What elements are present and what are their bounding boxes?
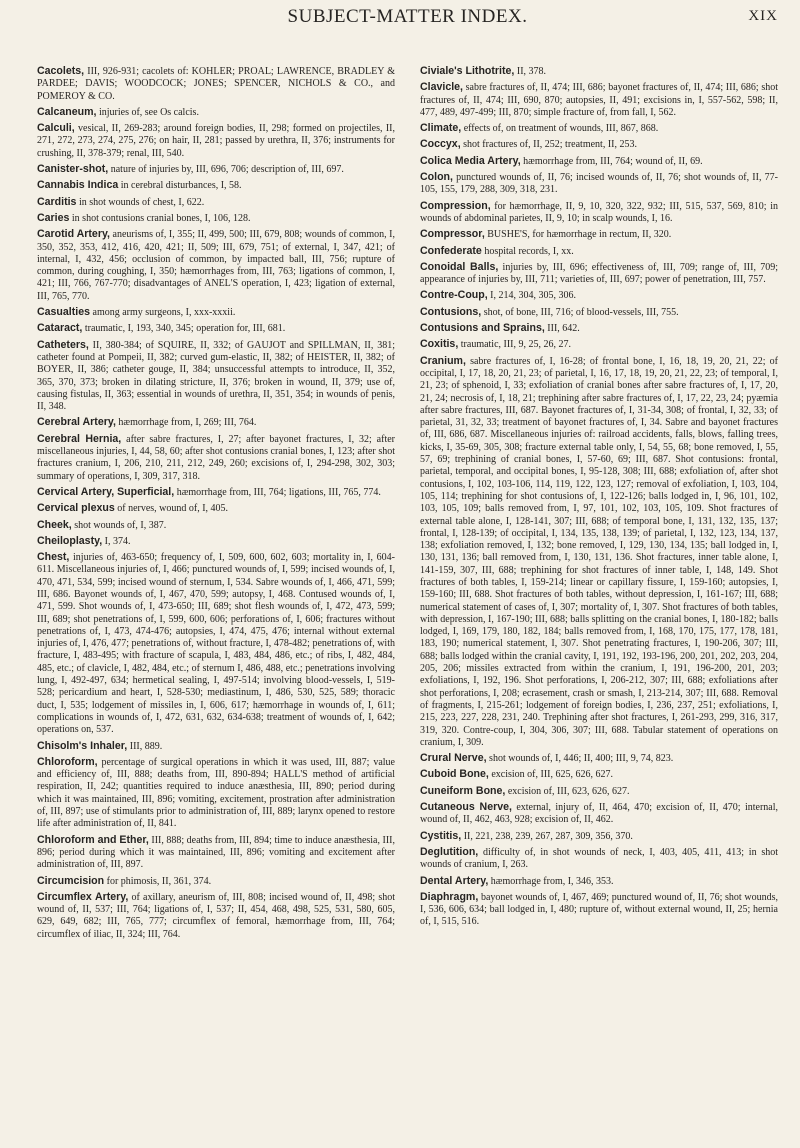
entry-text: II, 378.: [514, 66, 547, 77]
entry-text: of axillary, aneurism of, III, 808; incised wound of, II, 498; shot wound of, II, 537; III, 764; ligations of, I, 537; II, 454, 468, 498, 525, 531, 580, 605, 629, 649, 682; III, 765, 777; circumflex of femoral, hæmorrhage from, III, 764; circumflex of iliac, II, 324; III, 764.: [37, 891, 395, 940]
index-entry: [420, 846, 778, 872]
entry-text: percentage of surgical operations in which it was used, III, 887; value and efficiency of, III, 888; deaths from, III, 890-894; HALL'S method of artificial respiration, II, 242; quantities required to induce anæsthesia, III, 890; period during which it was maintained, III, 896; vomiting, excitement, prostration after administration of, III, 897; use of stimulants prior to administration of, III, 889; larynx opened to restore life after administration of, II, 841.: [37, 756, 395, 830]
index-entry: [37, 212, 395, 225]
entry-text: II, 380-384; of SQUIRE, II, 332; of GAUJOT and SPILLMAN, II, 381; catheter found at Pompeii, II, 382; curved gum-elastic, II, 382; of HEISTER, II, 382; of BOYER, II, 386; catheter gouge, II, 384; unsuccessful attempts to introduce, II, 352, 365, 370, 373; broken in dilating stricture, II, 376; broken in wound, II, 379; use of, causing fistulas, II, 363; essential in wounds of urethra, II, 351, 354; in wounds of penis, II, 348.: [37, 339, 395, 413]
entry-text: hospital records, I, xx.: [481, 245, 574, 257]
index-entry: [420, 768, 778, 781]
entry-heading: Deglutition,: [420, 845, 479, 858]
entry-heading: Colica Media Artery,: [420, 154, 521, 167]
entry-text: injuries of, see Os calcis.: [96, 106, 199, 118]
entry-heading: Circumcision: [37, 874, 105, 887]
entry-text: external, injury of, II, 464, 470; excision of, II, 470; internal, wound of, II, 462, 463, 928; excision of, II, 462.: [420, 802, 778, 826]
index-entry: [420, 338, 778, 351]
entry-text: II, 221, 238, 239, 267, 287, 309, 356, 370.: [461, 830, 633, 842]
entry-heading: Cerebral Hernia,: [37, 432, 122, 445]
entry-heading: Crural Nerve,: [420, 752, 487, 765]
entry-heading: Chest,: [37, 551, 70, 564]
entry-text: effects of, on treatment of wounds, III, 867, 868.: [461, 123, 659, 135]
entry-heading: Catheters,: [37, 338, 89, 351]
entry-text: shot fractures of, II, 252; treatment, II, 253.: [460, 139, 637, 151]
index-entry: [37, 486, 395, 499]
entry-text: nature of injuries by, III, 696, 706; description of, III, 697.: [108, 164, 344, 176]
index-entry: [37, 306, 395, 319]
index-entry: [37, 875, 395, 888]
index-entry: [37, 433, 395, 483]
entry-text: sabre fractures of, II, 474; III, 686; bayonet fractures of, II, 474; III, 686; shot fractures of, II, 474; III, 690, 870; autopsies, II, 491; excisions in, I, 557-562, 598; II, 477, 489, 497-499; III, 870; simple fracture of, from fall, I, 562.: [420, 82, 778, 118]
index-entry: [420, 801, 778, 827]
entry-heading: Chisolm's Inhaler,: [37, 739, 128, 752]
index-entry: [420, 752, 778, 765]
entry-text: among army surgeons, I, xxx-xxxii.: [90, 307, 236, 319]
entry-heading: Cacolets,: [37, 65, 85, 77]
entry-text: shot, of bone, III, 716; of blood-vessels, III, 755.: [481, 306, 679, 318]
entry-text: hæmorrhage from, III, 764; wound of, II, 69.: [520, 155, 703, 167]
entry-text: for phimosis, II, 361, 374.: [104, 875, 212, 887]
entry-heading: Chloroform and Ether,: [37, 833, 149, 846]
entry-heading: Compressor,: [420, 228, 485, 241]
entry-heading: Cataract,: [37, 322, 83, 335]
entry-heading: Coccyx,: [420, 138, 461, 151]
index-entry: [420, 355, 778, 750]
entry-text: III, 926-931; cacolets of: KOHLER; PROAL; LAWRENCE, BRADLEY & PARDEE; DAVIS; WOODCOCK; JONES; SPENCER, NICHOLS & CO., and POMEROY & CO.: [37, 66, 395, 102]
entry-heading: Dental Artery,: [420, 874, 489, 887]
index-entry: [420, 245, 778, 258]
index-entry: [420, 155, 778, 168]
entry-heading: Cystitis,: [420, 829, 462, 842]
entry-heading: Circumflex Artery,: [37, 890, 129, 903]
entry-heading: Chloroform,: [37, 755, 98, 768]
entry-heading: Contre-Coup,: [420, 289, 488, 302]
entry-heading: Cervical plexus: [37, 502, 115, 515]
entry-heading: Cutaneous Nerve,: [420, 801, 512, 814]
entry-text: III, 888; deaths from, III, 894; time to induce anæsthesia, III, 896; period during which it was maintained, III, 896; vomiting and excitement after administration of, III, 897.: [37, 834, 395, 871]
index-entry: [37, 179, 395, 192]
entry-heading: Cranium,: [420, 354, 466, 367]
entry-text: excision of, III, 623, 626, 627.: [505, 785, 630, 797]
index-entry: [420, 785, 778, 798]
index-entry: [420, 289, 778, 302]
entry-heading: Caries: [37, 211, 70, 224]
entry-heading: Contusions,: [420, 305, 482, 318]
entry-text: traumatic, I, 193, 340, 345; operation for, III, 681.: [82, 323, 286, 335]
index-entry: [420, 306, 778, 319]
entry-heading: Cuneiform Bone,: [420, 784, 506, 797]
index-entry: [37, 163, 395, 176]
entry-heading: Canister-shot,: [37, 163, 109, 176]
entry-text: I, 374.: [102, 535, 131, 547]
entry-heading: Cheiloplasty,: [37, 534, 103, 547]
entry-text: excision of, III, 625, 626, 627.: [488, 769, 614, 781]
index-entry: [420, 322, 778, 335]
index-entry: [37, 740, 395, 753]
entry-heading: Carotid Artery,: [37, 228, 110, 241]
entry-text: injuries of, 463-650; frequency of, I, 509, 600, 602, 603; mortality in, I, 604-611. Miscellaneous injuries of, I, 466; punctured wounds of, I, 599; incised wounds of, I, 470, 471, 534, 599; incised wound of sternum, I, 534. Sabre wounds of, I, 466, 471, 599; III, 686. Bayonet wounds of, I, 467, 470, 599; autopsy, I, 468. Contused wounds of, I, 471, 599. Shot wounds of, I, 473-650; III, 689; shot flesh wounds of, I, 472, 473, 599; III, 689; shot penetrations of, I, 599, 600, 606; perforations of, I, 606; fractures without penetrations of, I, 473, 474-476; autopsies, I, 474, 475, 476; internal without external injuries of, I, 476, 477; penetrations of, without fracture, I, 478-482; penetrations of, with fracture, I, 483-495; with fracture of scapula, I, 483, 484, 486, etc.; of ribs, I, 482, 484, 485, etc.; of clavicle, I, 482, 484, etc.; of sternum I, 486, 488, etc.; penetrations involving lung, I, 492-497, 634; hermetical sealing, I, 497-514; involving blood-vessels, I, 519-528; pericardium and heart, I, 528-530; mediastinum, I, 486, 530, 525, 589; thoracic duct, I, 535; lodgement of missiles in, I, 606, 617; hæmorrhage in wounds of, I, 611; complications in wounds of, I, 472, 631, 632, 634-638; treatment of wounds of, I, 642; operations on, 537.: [37, 552, 395, 736]
entry-text: in shot wounds of chest, I, 622.: [76, 196, 205, 208]
index-entry: [37, 502, 395, 515]
entry-text: vesical, II, 269-283; around foreign bodies, II, 298; formed on projectiles, II, 271, 272, 273, 274, 275, 276; on hair, II, 281; passed by urethra, II, 376; instruments for crushing, II, 378-379; renal, III, 540.: [37, 123, 395, 159]
entry-text: hæmorrhage from, I, 269; III, 764.: [115, 417, 257, 429]
entry-text: I, 214, 304, 305, 306.: [487, 290, 577, 302]
entry-heading: Clavicle,: [420, 81, 463, 94]
entry-heading: Colon,: [420, 171, 453, 184]
entry-heading: Calculi,: [37, 122, 75, 135]
index-entry: [37, 65, 395, 103]
index-entry: [420, 200, 778, 226]
page-number: XIX: [748, 8, 778, 24]
entry-heading: Cannabis Indica: [37, 179, 119, 192]
index-entry: [420, 830, 778, 843]
index-entry: [420, 891, 778, 929]
entry-text: in cerebral disturbances, I, 58.: [118, 180, 242, 192]
entry-heading: Civiale's Lithotrite,: [420, 65, 515, 77]
entry-heading: Cuboid Bone,: [420, 768, 489, 781]
entry-heading: Casualties: [37, 306, 90, 319]
entry-text: traumatic, III, 9, 25, 26, 27.: [458, 339, 572, 351]
index-entry: [37, 122, 395, 160]
index-entry: [420, 138, 778, 151]
index-entry: [420, 81, 778, 119]
entry-text: III, 889.: [127, 740, 163, 752]
index-entry: [420, 65, 778, 78]
entry-text: III, 642.: [544, 323, 580, 335]
index-entry: [37, 106, 395, 119]
index-entry: [37, 196, 395, 209]
index-column-right: [420, 65, 778, 944]
entry-text: sabre fractures of, I, 16-28; of frontal bone, I, 16, 18, 19, 20, 21, 22; of occipital, I, 17, 18, 20, 21, 23; of parietal, I, 16, 17, 18, 19, 20, 21, 22, 23; of temporal, I, 21, 23; of sphenoid, I, 33; exfoliation of cranial bones after sabre fractures of, I, 17, 20, 21, 24; necrosis of, I, 18, 21; trephining after sabre fractures of, I, 17, 22, 23, 24; pyæmia after sabre fractures, III, 687. Bayonet fractures of, I, 31-34, 308; of frontal, I, 32, 33; of parietal, 31, 32, 33; treatment of bayonet fractures of, I, 34. Sabre and bayonet fractures of, III, 686, 687. Miscellaneous injuries of: railroad accidents, falls, blows, falling trees, kicks, I, 35-69, 305, 308; fracture external table only, I, 54, 55, 68; bone removed, I, 55, 57, 69; trephining of cranial bones, I, 57-60, 69; III, 687. Shot contusions: frontal, parietal, temporal, and occipital bones, I, 95-128, 308; III, 688; exfoliation of, after shot contusions, I, 102, 103-106, 114, 119, 122, 123, 127; removal of exfoliation, I, 103, 104, 105, 114; trephining for shot contusions of, I, 122-126; balls lodged in, I, 96, 101, 102, 103, 105, 109; balls removed from, I, 97, 101, 102, 103, 105, 109. Shot fractures of external table alone, I, 128-141, 307; III, 688; of temporal bone, I, 131, 132, 135, 137; frontal, I, 128-139; of occipital, I, 134, 135, 138, 139; of parietal, I, 132, 123, 134, 137, 138; exfoliation removed, I, 132; bone removed, I, 129, 130, 134, 135; ball lodged in, I, 130, 131, 136; ball removed from, I, 130, 131, 136. Shot fractures, inner table alone, I, 141-159, 307, III, 688; trephining for shot fractures of inner table, I, 148, 149. Shot fractures of both tables, I, 159-214; linear or capillary fissure, I, 159-160; autopsies, I, 159-160; III, 688. Shot fractures of both tables, without depression, I, 161-167; III, 688; numerical statement of cases of, I, 307; mortality of, I, 307. Shot fractures of both tables, with depression, I, 167-190; III, 688; balls splitting on the cranial bones, I, 180-182; balls lodged, I, 169, 179, 180, 182, 184; balls removed from, I, 168, 170, 175, 177, 178, 181, 183, 190; numerical statement, I, 307. Shot penetrating fractures, I, 190-206, 307; III, 688; balls lodged within the cranial cavity, I, 191, 192, 193-196, 200, 201, 202, 203, 204, 205, 206; missiles extracted from within the cranium, I, 191, 196-200, 201, 203; exfoliations, I, 192, 196. Shot perforations, I, 206-212, 307; III, 688; exfoliations after shot perforations, I, 208; ecrasement, crash or smash, I, 213-214, 307; III, 688. Removal of fragments, I, 215-261; lodgement of foreign bodies, I, 236, 237, 251; exfoliations, I, 215, 223, 227, 228, 231, 240. Trephining after shot fractures, I, 261-293, 299, 316, 317, 319, 320. Contre-coup, I, 304, 306, 307; III, 688. Tabular statement of operations on cranium, I, 309.: [420, 355, 778, 748]
index-entry: [37, 834, 395, 872]
entry-text: BUSHE'S, for hæmorrhage in rectum, II, 320.: [484, 229, 672, 241]
index-entry: [37, 228, 395, 303]
entry-heading: Compression,: [420, 199, 491, 212]
entry-text: injuries by, III, 696; effectiveness of, III, 709; range of, III, 709; appearance of injuries by, III, 711; varieties of, III, 697; power of penetration, III, 757.: [420, 261, 779, 286]
entry-text: aneurisms of, I, 355; II, 499, 500; III, 679, 808; wounds of common, I, 350, 352, 353, 412, 416, 420, 421; II, 509; III, 679, 751; of external, I, 347, 421; of internal, I, 432, 456; occlusion of common, by impacted ball, III, 756; rupture of common, during coughing, I, 350; hæmorrhages from, III, 763; ligations of common, I, 421; III, 766, 767-770; disadvantages of ANEL'S operation, I, 423; ligation of external, III, 765, 770.: [37, 229, 395, 302]
entry-heading: Calcaneum,: [37, 105, 97, 118]
index-entry: [37, 535, 395, 548]
entry-text: bayonet wounds of, I, 467, 469; punctured wound of, II, 76; shot wounds, I, 536, 606, 634; ball lodged in, I, 480; rupture of, without external wound, II, 25; hernia of, I, 515, 516.: [420, 891, 778, 928]
index-columns: [37, 65, 778, 944]
entry-text: punctured wounds of, II, 76; incised wounds of, II, 76; shot wounds of, II, 77-105, 155, 179, 288, 309, 318, 231.: [420, 172, 778, 196]
entry-text: in shot contusions cranial bones, I, 106, 128.: [69, 212, 251, 224]
entry-heading: Diaphragm,: [420, 890, 479, 903]
entry-text: hæmorrhage from, III, 764; ligations, III, 765, 774.: [174, 486, 381, 498]
index-entry: [420, 875, 778, 888]
entry-text: of nerves, wound of, I, 405.: [114, 503, 229, 515]
entry-heading: Cervical Artery, Superficial,: [37, 485, 175, 498]
running-title: SUBJECT-MATTER INDEX.: [287, 6, 528, 27]
entry-heading: Conoidal Balls,: [420, 260, 499, 273]
index-column-left: [37, 65, 395, 944]
entry-heading: Contusions and Sprains,: [420, 322, 545, 335]
entry-text: for hæmorrhage, II, 9, 10, 320, 322, 932; III, 515, 537, 569, 810; in wounds of abdominal parietes, II, 9, 10; in scalp wounds, I, 16.: [420, 200, 778, 224]
entry-heading: Cheek,: [37, 518, 72, 531]
index-entry: [37, 339, 395, 414]
entry-heading: Carditis: [37, 195, 77, 208]
index-entry: [37, 756, 395, 831]
index-entry: [420, 122, 778, 135]
index-entry: [420, 228, 778, 241]
index-entry: [37, 416, 395, 429]
page-header: [37, 0, 778, 30]
index-entry: [420, 171, 778, 197]
entry-text: hæmorrhage from, I, 346, 353.: [488, 875, 614, 887]
entry-text: shot wounds of, I, 387.: [71, 519, 167, 531]
entry-heading: Cerebral Artery,: [37, 416, 116, 429]
index-entry: [37, 322, 395, 335]
index-entry: [37, 551, 395, 736]
entry-heading: Climate,: [420, 122, 462, 135]
index-entry: [420, 261, 778, 287]
entry-text: difficulty of, in shot wounds of neck, I, 403, 405, 411, 413; in shot wounds of cranium, I, 263.: [420, 846, 778, 871]
entry-text: after sabre fractures, I, 27; after bayonet fractures, I, 32; after miscellaneous injuries, I, 44, 58, 60; after shot contusions cranial bones, I, 123; after shot fractures cranium, I, 206, 210, 211, 212, 249, 260; excisions of, I, 294-298, 302, 303; summary of operations, I, 309, 317, 318.: [37, 433, 396, 482]
index-entry: [37, 519, 395, 532]
entry-heading: Coxitis,: [420, 338, 459, 351]
entry-text: shot wounds of, I, 446; II, 400; III, 9, 74, 823.: [486, 753, 674, 765]
entry-heading: Confederate: [420, 244, 482, 257]
index-entry: [37, 891, 395, 941]
